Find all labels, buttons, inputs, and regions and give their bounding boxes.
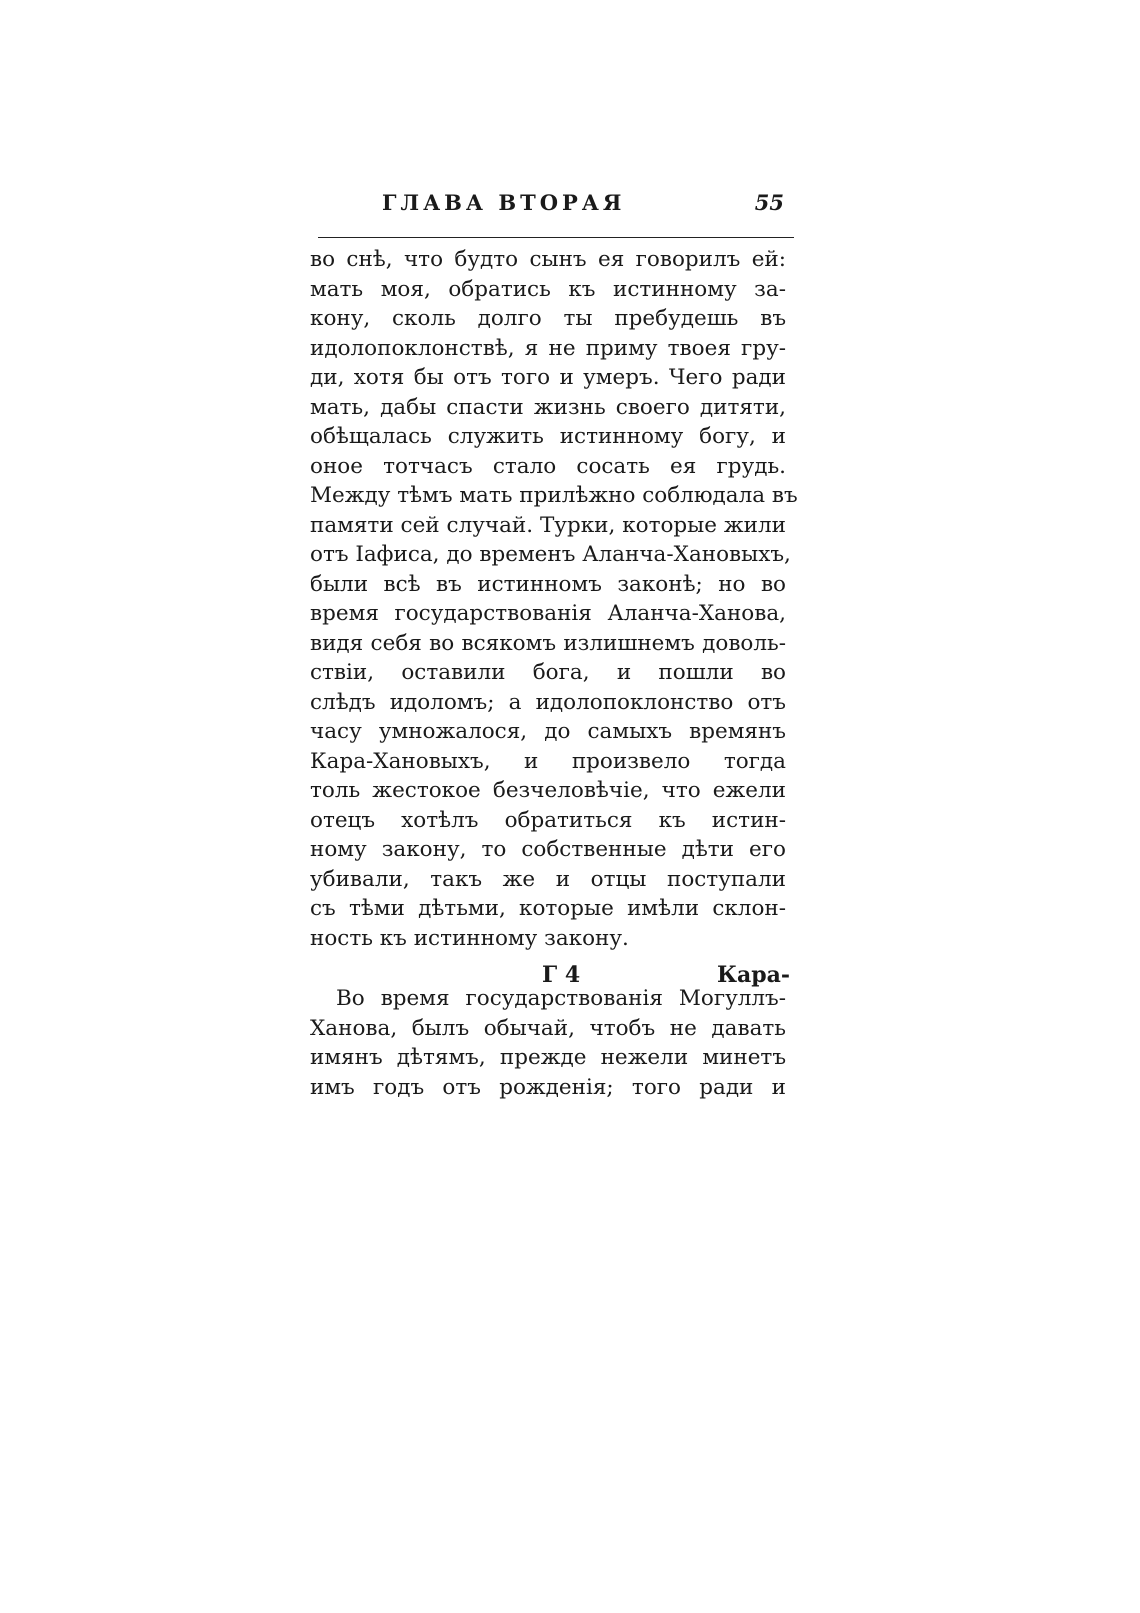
text-line: мать, дабы спасти жизнь своего дитяти,: [310, 394, 786, 420]
text-line: Ханова, былъ обычай, чтобъ не давать: [310, 1015, 786, 1041]
signature-mark: Г 4: [542, 962, 581, 988]
text-line: обѣщалась служить истинному богу, и: [310, 424, 786, 449]
text-line: были всѣ въ истинномъ законѣ; но во: [310, 571, 786, 597]
text-line: ному закону, то собственные дѣти его: [310, 837, 786, 862]
text-line: убивали, такъ же и отцы поступали: [310, 866, 786, 892]
text-line: ность къ истинному закону.: [310, 925, 629, 951]
text-line: Кара-Хановыхъ, и произвело тогда: [310, 748, 786, 774]
text-line: ствіи, оставили бога, и пошли во: [310, 660, 786, 685]
text-line: мать моя, обратись къ истинному за-: [310, 276, 786, 302]
text-line: часу умножалося, до самыхъ времянъ: [310, 719, 786, 744]
text-line: ди, хотя бы отъ того и умеръ. Чего ради: [310, 365, 786, 390]
text-line: отецъ хотѣлъ обратиться къ истин-: [310, 807, 786, 833]
text-line: памяти сей случай. Турки, которые жили: [310, 512, 786, 538]
paragraph-2: [310, 984, 786, 1102]
text-line: Между тѣмъ мать прилѣжно соблюдала въ: [310, 483, 798, 508]
catchword: Кара-: [716, 962, 790, 988]
page-number: 55: [754, 190, 784, 215]
text-line: идолопоклонствѣ, я не приму твоея гру-: [310, 335, 786, 361]
text-line: видя себя во всякомъ излишнемъ доволь-: [310, 630, 786, 656]
text-line: слѣдъ идоломъ; а идолопоклонство отъ: [310, 689, 786, 715]
text-line: имъ годъ отъ рожденія; того ради и: [310, 1074, 786, 1100]
text-line: Во время государствованія Могуллъ-: [336, 986, 786, 1011]
text-line: оное тотчасъ стало сосать ея грудь.: [310, 453, 786, 479]
text-line: отъ Іафиса, до временъ Аланча-Хановыхъ,: [310, 542, 791, 567]
text-line: толь жестокое безчеловѣчіе, что ежели: [310, 778, 786, 803]
text-line: время государствованія Аланча-Ханова,: [310, 601, 786, 626]
paragraph-1: [310, 245, 798, 953]
text-line: кону, сколь долго ты пребудешь въ: [310, 306, 786, 331]
text-line: во снѣ, что будто сынъ ея говорилъ ей:: [310, 247, 786, 272]
running-title: ГЛАВА ВТОРАЯ: [382, 190, 626, 215]
page-header: [312, 190, 792, 220]
page-footer: [310, 962, 790, 996]
header-rule: [318, 237, 794, 238]
text-line: съ тѣми дѣтьми, которые имѣли склон-: [310, 896, 786, 921]
text-line: имянъ дѣтямъ, прежде нежели минетъ: [310, 1045, 786, 1070]
